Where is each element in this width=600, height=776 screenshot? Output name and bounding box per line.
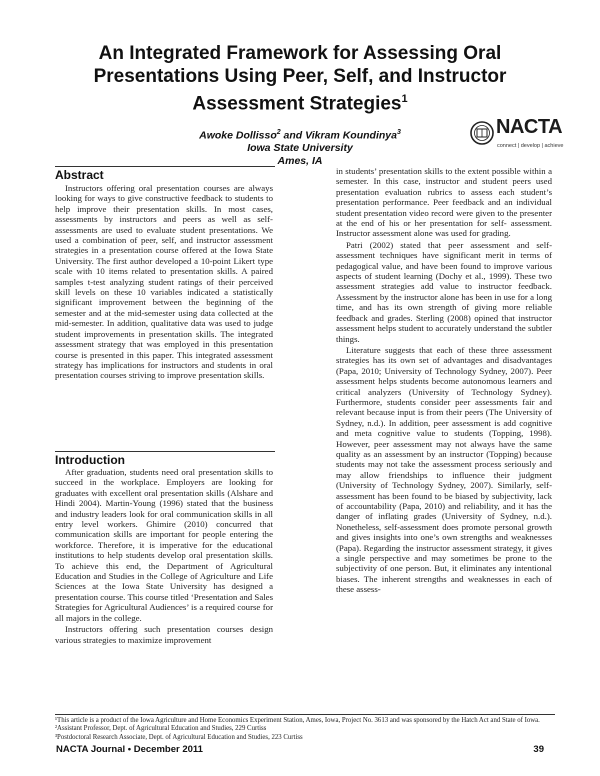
nacta-wordmark: NACTA	[496, 116, 563, 138]
right-column-body	[336, 166, 552, 595]
right-column-paragraph-3: Literature suggests that each of these three assessment strategies has its own set of advantages and disadvantages (Papa, 2010; University of Technology Sydney, 2007). Peer assessment helps students become autonomous learners and critical analyzers (University of Technology Sydney). Furthermore, students consider peer assessments fair and relevant because input is from their peers (The University of Sydney, n.d.). In addition, peer assessment is add cognitive and meta cognitive value to students (Topping, 1998). However, peer assessment may not always have the same quality as an assessment by an instructor (Topping) because students may not take the assessment process seriously and may allow friendships to influence their judgment (University of Technology Sydney, 2007). Similarly, self-assessment has been found to be biased by subjectivity, lack of accountability (Papa, 2010) and reliability, and it has the danger of inflating grades (University of Sydney, n.d.). Nonetheless, self-assessment does promote personal growth and gives insights into one’s own strengths and weaknesses (Papa). Regarding the instructor assessment strategy, it gives a single perspective and may sometimes be prone to the subjectivity of one person. But, it eliminates any intentional biases. The inherent strengths and weaknesses in each of these assess-	[336, 344, 552, 595]
footnotes	[55, 714, 555, 742]
introduction-paragraph-2: Instructors offering such presentation courses design various strategies to maximize improvement	[55, 624, 273, 645]
page-number: 39	[533, 744, 544, 755]
author-location: Ames, IA	[277, 154, 323, 167]
author-1-name: Awoke Dollisso	[199, 129, 277, 142]
right-column-paragraph-1: in students’ presentation skills to the extent possible within a semester. In this case, instructor and student peers used presentation evaluation rubrics to assess each student’s presentation performance. Peer feedback and an individual student presentation video record were given to the presenter at the end of his or her presentation for self- assessment. Instructor assessment alone was used for grading.	[336, 166, 552, 239]
author-2-name: Vikram Koundinya	[305, 129, 397, 142]
title-line-3	[70, 88, 530, 115]
author-1-mark: 2	[276, 129, 281, 136]
nacta-emblem-icon	[470, 120, 494, 146]
article-title	[70, 42, 530, 115]
title-line-1: An Integrated Framework for Assessing Oral	[98, 43, 502, 64]
nacta-tagline: connect | develop | achieve	[497, 143, 564, 149]
abstract-body	[55, 183, 273, 381]
introduction-paragraph-1: After graduation, students need oral presentation skills to succeed in the workplace. Employers are looking for graduates with excellent oral presentation skills (Alshare and Hindi 2004). Martin-Young (1996) stated that the business and industry leaders look for oral communication skills in all entry level workers. Ghimire (2010) concurred that communication skills are important for people entering the workforce. Therefore, it is imperative for the educational institutions to help students develop oral presentation skills. To achieve this end, the Department of Agricultural Education and Studies in the College of Agriculture and Life Sciences at the Iowa State University has designed a presentation course. This course titled ‘Presentation and Sales Strategies for Agricultural Audiences’ is a required course for all majors in the college.	[55, 467, 273, 623]
footnote-2: ²Assistant Professor, Dept. of Agricultural Education and Studies, 229 Curtiss	[55, 725, 267, 733]
right-column-paragraph-2: Patri (2002) stated that peer assessment and self-assessment techniques have significant merit in terms of pedagogical value, and have been found to improve various aspects of student learning (Dochy et al., 1999). These two assessment strategies add value to instructor feedback. Assessment by the instructor alone has been in use for a long time, and has its own strength of giving more reliable feedback and grades. Sterling (2008) opined that instructor assessment helps student to accurately understand the subtler things.	[336, 239, 552, 344]
nacta-logo	[470, 118, 568, 152]
journal-footer: NACTA Journal • December 2011	[56, 744, 203, 755]
title-footnote-mark: 1	[401, 93, 408, 105]
title-line-3-text: Assessment Strategies	[192, 93, 402, 115]
author-connector: and	[280, 129, 306, 142]
author-names	[150, 127, 450, 142]
title-line-2: Presentations Using Peer, Self, and Instructor	[93, 66, 507, 87]
author-institution: Iowa State University	[247, 142, 353, 154]
author-2-mark: 3	[396, 129, 401, 136]
footnote-3: ³Postdoctoral Research Associate, Dept. of Agricultural Education and Studies, 223 Curtiss	[55, 733, 303, 741]
introduction-body	[55, 467, 273, 645]
abstract-heading: Abstract	[55, 166, 275, 183]
footnote-1: ¹This article is a product of the Iowa Agriculture and Home Economics Experiment Station, Ames, Iowa, Project No. 3613 and was sponsored by the Hatch Act and State of Iowa.	[55, 717, 540, 724]
introduction-heading: Introduction	[55, 451, 275, 468]
abstract-paragraph: Instructors offering oral presentation courses are always looking for ways to give constructive feedback to students to help improve their presentation skills. In most cases, assessments by instructors and peers as well as self-assessments are used to evaluate student presentations. We used a combination of peer, self, and instructor assessment strategies in a presentation course offered at the Iowa State University. The first author developed a 10-point Likert type scale with 10 items related to presentation skills. A paired samples t-test analyzing student ratings of their perceived skill levels on these 10 variables indicated a statistically significant improvement between the beginning of the semester and at the mid-semester using data collected at the mid-semester. In addition, qualitative data was used to judge student improvements in presentation skills. The integrated assessment strategy that was employed in this presentation course is presented in this paper. This integrated assessment strategy has implications for instructors and students in oral presentation courses striving to improve presentation skills.	[55, 183, 273, 381]
author-block	[150, 127, 450, 167]
